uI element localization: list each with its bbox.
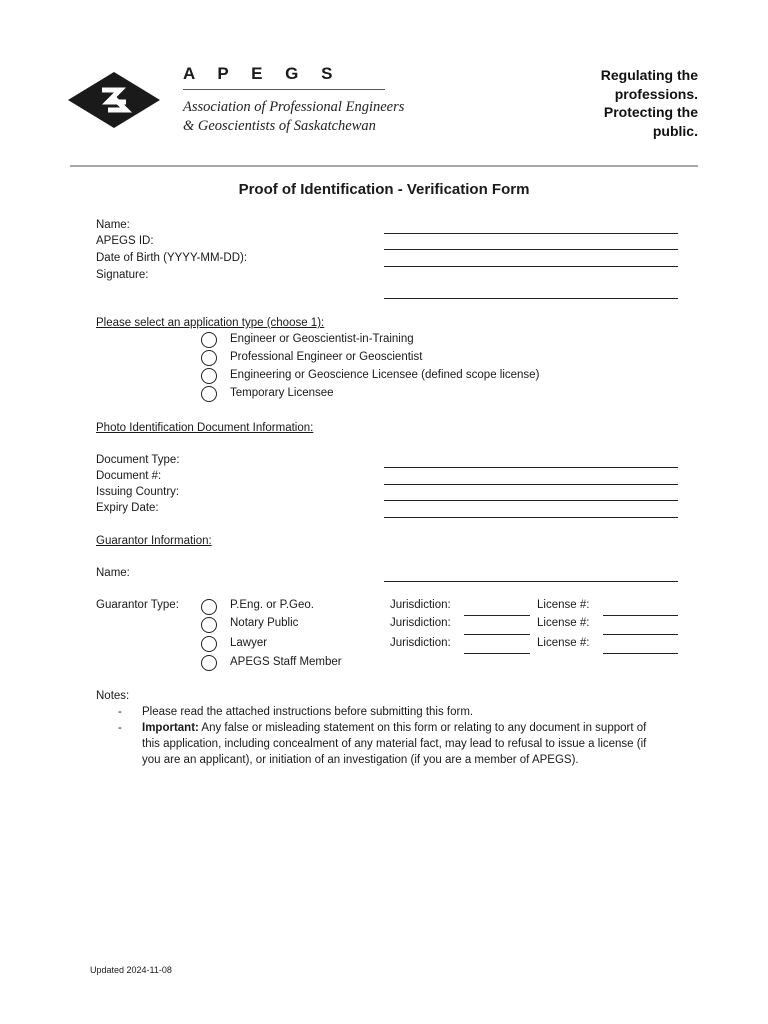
jurisdiction-label: Jurisdiction: [390,637,451,649]
issuing-country-field[interactable] [384,500,678,501]
guarantor-name-field[interactable] [384,581,678,582]
expiry-date-field[interactable] [384,517,678,518]
issuing-country-label: Issuing Country: [96,486,180,498]
org-name-line1: Association of Professional Engineers [183,99,405,115]
note-instructions: Please read the attached instructions before submitting this form. [142,706,474,718]
guarantor-type-label: Guarantor Type: [96,599,179,611]
radio-lawyer[interactable] [201,636,217,652]
tagline-line: Protecting the [603,104,698,120]
radio-eit[interactable] [201,332,217,348]
note-important-line2: this application, including concealment of any material fact, may lead to refusal to issue a license (if [142,738,647,750]
doc-type-field[interactable] [384,467,678,468]
jurisdiction-label: Jurisdiction: [390,599,451,611]
license-field[interactable] [603,653,678,654]
radio-licensee[interactable] [201,368,217,384]
page-title: Proof of Identification - Verification Form [238,181,530,198]
logo-wordmark: A P E G S [183,64,342,83]
tagline [601,66,698,140]
radio-notary-label: Notary Public [230,617,299,629]
apegs-id-label: APEGS ID: [96,235,154,247]
dob-field[interactable] [384,266,678,267]
doc-number-field[interactable] [384,484,678,485]
signature-field[interactable] [384,298,678,299]
radio-lawyer-label: Lawyer [230,637,268,649]
note-important-text: Any false or misleading statement on this form or relating to any document in support of [198,722,647,734]
important-label: Important: [142,722,199,734]
radio-temporary-label: Temporary Licensee [230,387,334,399]
guarantor-name-label: Name: [96,567,130,579]
radio-professional[interactable] [201,350,217,366]
license-field[interactable] [603,615,678,616]
jurisdiction-field[interactable] [464,653,530,654]
note-important-line3: you are an applicant), or initiation of an investigation (if you are a member of APEGS). [142,754,579,766]
radio-notary[interactable] [201,617,217,633]
apegs-logo-icon [68,72,160,128]
radio-professional-label: Professional Engineer or Geoscientist [230,351,423,363]
radio-eit-label: Engineer or Geoscientist-in-Training [230,333,414,345]
radio-peng-pgeo[interactable] [201,599,217,615]
license-label: License #: [537,617,590,629]
jurisdiction-field[interactable] [464,634,530,635]
notes-heading: Notes: [96,690,130,702]
dob-label: Date of Birth (YYYY-MM-DD): [96,252,248,264]
expiry-date-label: Expiry Date: [96,502,159,514]
license-label: License #: [537,599,590,611]
radio-licensee-label: Engineering or Geoscience Licensee (defined scope license) [230,369,540,381]
guarantor-heading: Guarantor Information: [96,535,212,547]
updated-date: Updated 2024-11-08 [90,965,172,975]
bullet-dash: - [118,706,122,718]
jurisdiction-label: Jurisdiction: [390,617,451,629]
signature-label: Signature: [96,269,149,281]
license-field[interactable] [603,634,678,635]
radio-peng-pgeo-label: P.Eng. or P.Geo. [230,599,314,611]
logo-rule [183,89,385,90]
tagline-line: public. [652,122,698,139]
tagline-line: Regulating the [600,67,698,83]
doc-type-label: Document Type: [96,454,180,466]
jurisdiction-field[interactable] [464,615,530,616]
name-label: Name: [96,219,130,231]
license-label: License #: [537,637,590,649]
photo-id-heading: Photo Identification Document Information: [96,422,314,434]
note-important-line1 [142,720,646,736]
header-divider [70,165,698,167]
name-field[interactable] [384,233,678,234]
app-type-heading: Please select an application type (choose 1): [96,317,325,329]
radio-temporary[interactable] [201,386,217,402]
bullet-dash: - [118,722,122,734]
radio-apegs-staff-label: APEGS Staff Member [230,656,342,668]
tagline-line: professions. [614,85,698,102]
apegs-id-field[interactable] [384,249,678,250]
org-name-line2: & Geoscientists of Saskatchewan [183,118,376,134]
radio-apegs-staff[interactable] [201,655,217,671]
doc-number-label: Document #: [96,470,162,482]
